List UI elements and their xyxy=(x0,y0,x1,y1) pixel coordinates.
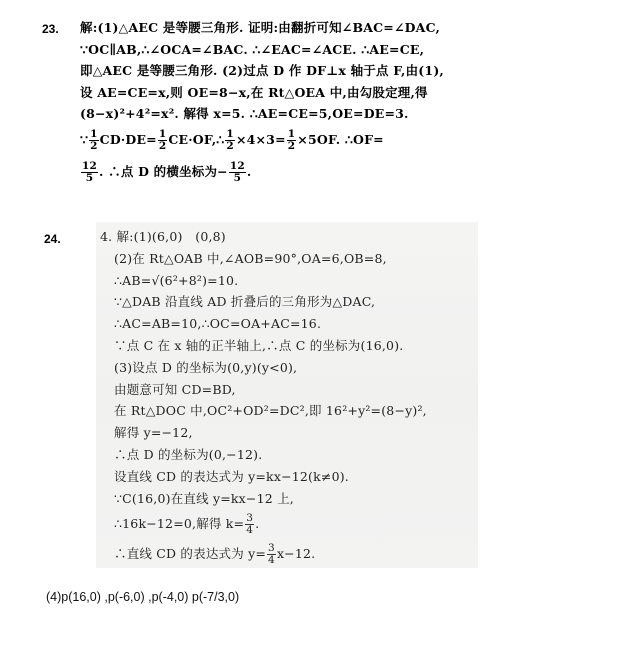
q24-l15-text-2: x−12. xyxy=(276,546,316,562)
q23-l6-text-5: ×5OF. ∴OF= xyxy=(297,131,384,147)
q23-l7-fraction-1 xyxy=(81,161,98,184)
q24-l14-fraction xyxy=(245,513,254,536)
fraction-denominator: 2 xyxy=(287,139,296,152)
fraction-denominator: 2 xyxy=(226,139,234,152)
q23-line-6 xyxy=(80,125,488,155)
q23-l7-text-2: . xyxy=(246,163,252,179)
q23-line-4: 设 AE=CE=x,则 OE=8−x,在 Rt△OEA 中,由勾股定理,得 xyxy=(80,84,428,100)
q23-l6-text-2: CD·DE= xyxy=(99,131,157,147)
q23-l6-text-1: ∵ xyxy=(80,131,89,147)
question-23-solution xyxy=(80,17,488,189)
fraction-denominator: 5 xyxy=(233,171,242,184)
part-4-answer: (4)p(16,0) ,p(-6,0) ,p(-4,0) p(-7/3,0) xyxy=(46,590,240,604)
q23-line-5: (8−x)²+4²=x². 解得 x=5. ∴AE=CE=5,OE=DE=3. xyxy=(80,106,409,121)
q24-l15-text-1: ∴直线 CD 的表达式为 y= xyxy=(114,546,267,562)
q23-l7-text-1: . ∴点 D 的横坐标为− xyxy=(99,163,228,179)
q23-l7-fraction-2 xyxy=(229,161,246,184)
q23-line-2: ∵OC∥AB,∴∠OCA=∠BAC. ∴∠EAC=∠ACE. ∴AE=CE, xyxy=(80,41,425,57)
q23-line-7 xyxy=(80,155,488,189)
fraction-numerator: 1 xyxy=(226,127,234,140)
fraction-numerator: 3 xyxy=(246,512,254,525)
q24-line-4: ∵△DAB 沿直线 AD 折叠后的三角形为△DAC, xyxy=(114,294,376,310)
q23-l6-fraction-1 xyxy=(89,129,99,152)
q24-line-12: 设直线 CD 的表达式为 y=kx−12(k≠0). xyxy=(114,468,349,484)
fraction-denominator: 4 xyxy=(246,524,254,537)
q23-l6-text-3: CE·OF,∴ xyxy=(168,131,225,147)
q24-line-15 xyxy=(100,539,475,569)
q24-line-10: 解得 y=−12, xyxy=(114,425,193,441)
q24-l15-fraction xyxy=(267,543,276,566)
question-24-solution xyxy=(100,226,475,569)
q24-line-8: 由题意可知 CD=BD, xyxy=(114,381,236,397)
q24-line-6: ∵点 C 在 x 轴的正半轴上,∴点 C 的坐标为(16,0). xyxy=(114,337,404,353)
fraction-numerator: 12 xyxy=(229,159,245,172)
q24-line-3: ∴AB=√(6²+8²)=10. xyxy=(114,272,239,288)
q23-line-1: 解:(1)△AEC 是等腰三角形. 证明:由翻折可知∠BAC=∠DAC, xyxy=(80,20,441,35)
q24-l14-text-2: . xyxy=(255,516,260,532)
q23-l6-fraction-4 xyxy=(287,129,297,152)
fraction-denominator: 2 xyxy=(90,139,98,152)
q24-line-11: ∴点 D 的坐标为(0,−12). xyxy=(114,446,263,462)
q23-line-3: 即△AEC 是等腰三角形. (2)过点 D 作 DF⊥x 轴于点 F,由(1), xyxy=(80,63,444,78)
question-23-number: 23. xyxy=(42,22,59,36)
q24-line-7: (3)设点 D 的坐标为(0,y)(y<0), xyxy=(114,359,298,375)
q23-l6-text-4: ×4×3= xyxy=(235,131,286,147)
q24-l14-text-1: ∴16k−12=0,解得 k= xyxy=(114,516,245,532)
q24-line-9: 在 Rt△DOC 中,OC²+OD²=DC²,即 16²+y²=(8−y)², xyxy=(114,403,427,419)
fraction-denominator: 4 xyxy=(268,554,275,567)
q24-line-13: ∵C(16,0)在直线 y=kx−12 上, xyxy=(114,490,294,506)
q24-line-5: ∴AC=AB=10,∴OC=OA+AC=16. xyxy=(114,316,322,332)
fraction-numerator: 3 xyxy=(268,542,275,555)
fraction-numerator: 12 xyxy=(82,159,98,172)
fraction-numerator: 1 xyxy=(158,127,167,140)
question-24-number: 24. xyxy=(44,232,61,246)
q23-l6-fraction-3 xyxy=(225,129,235,152)
fraction-numerator: 1 xyxy=(287,127,296,140)
q24-line-14 xyxy=(100,509,475,539)
fraction-denominator: 2 xyxy=(158,139,167,152)
q23-l6-fraction-2 xyxy=(158,129,168,152)
fraction-denominator: 5 xyxy=(85,171,94,184)
q24-line-1: 4. 解:(1)(6,0) (0,8) xyxy=(100,229,226,244)
fraction-numerator: 1 xyxy=(90,127,98,140)
q24-line-2: (2)在 Rt△OAB 中,∠AOB=90°,OA=6,OB=8, xyxy=(114,250,387,266)
